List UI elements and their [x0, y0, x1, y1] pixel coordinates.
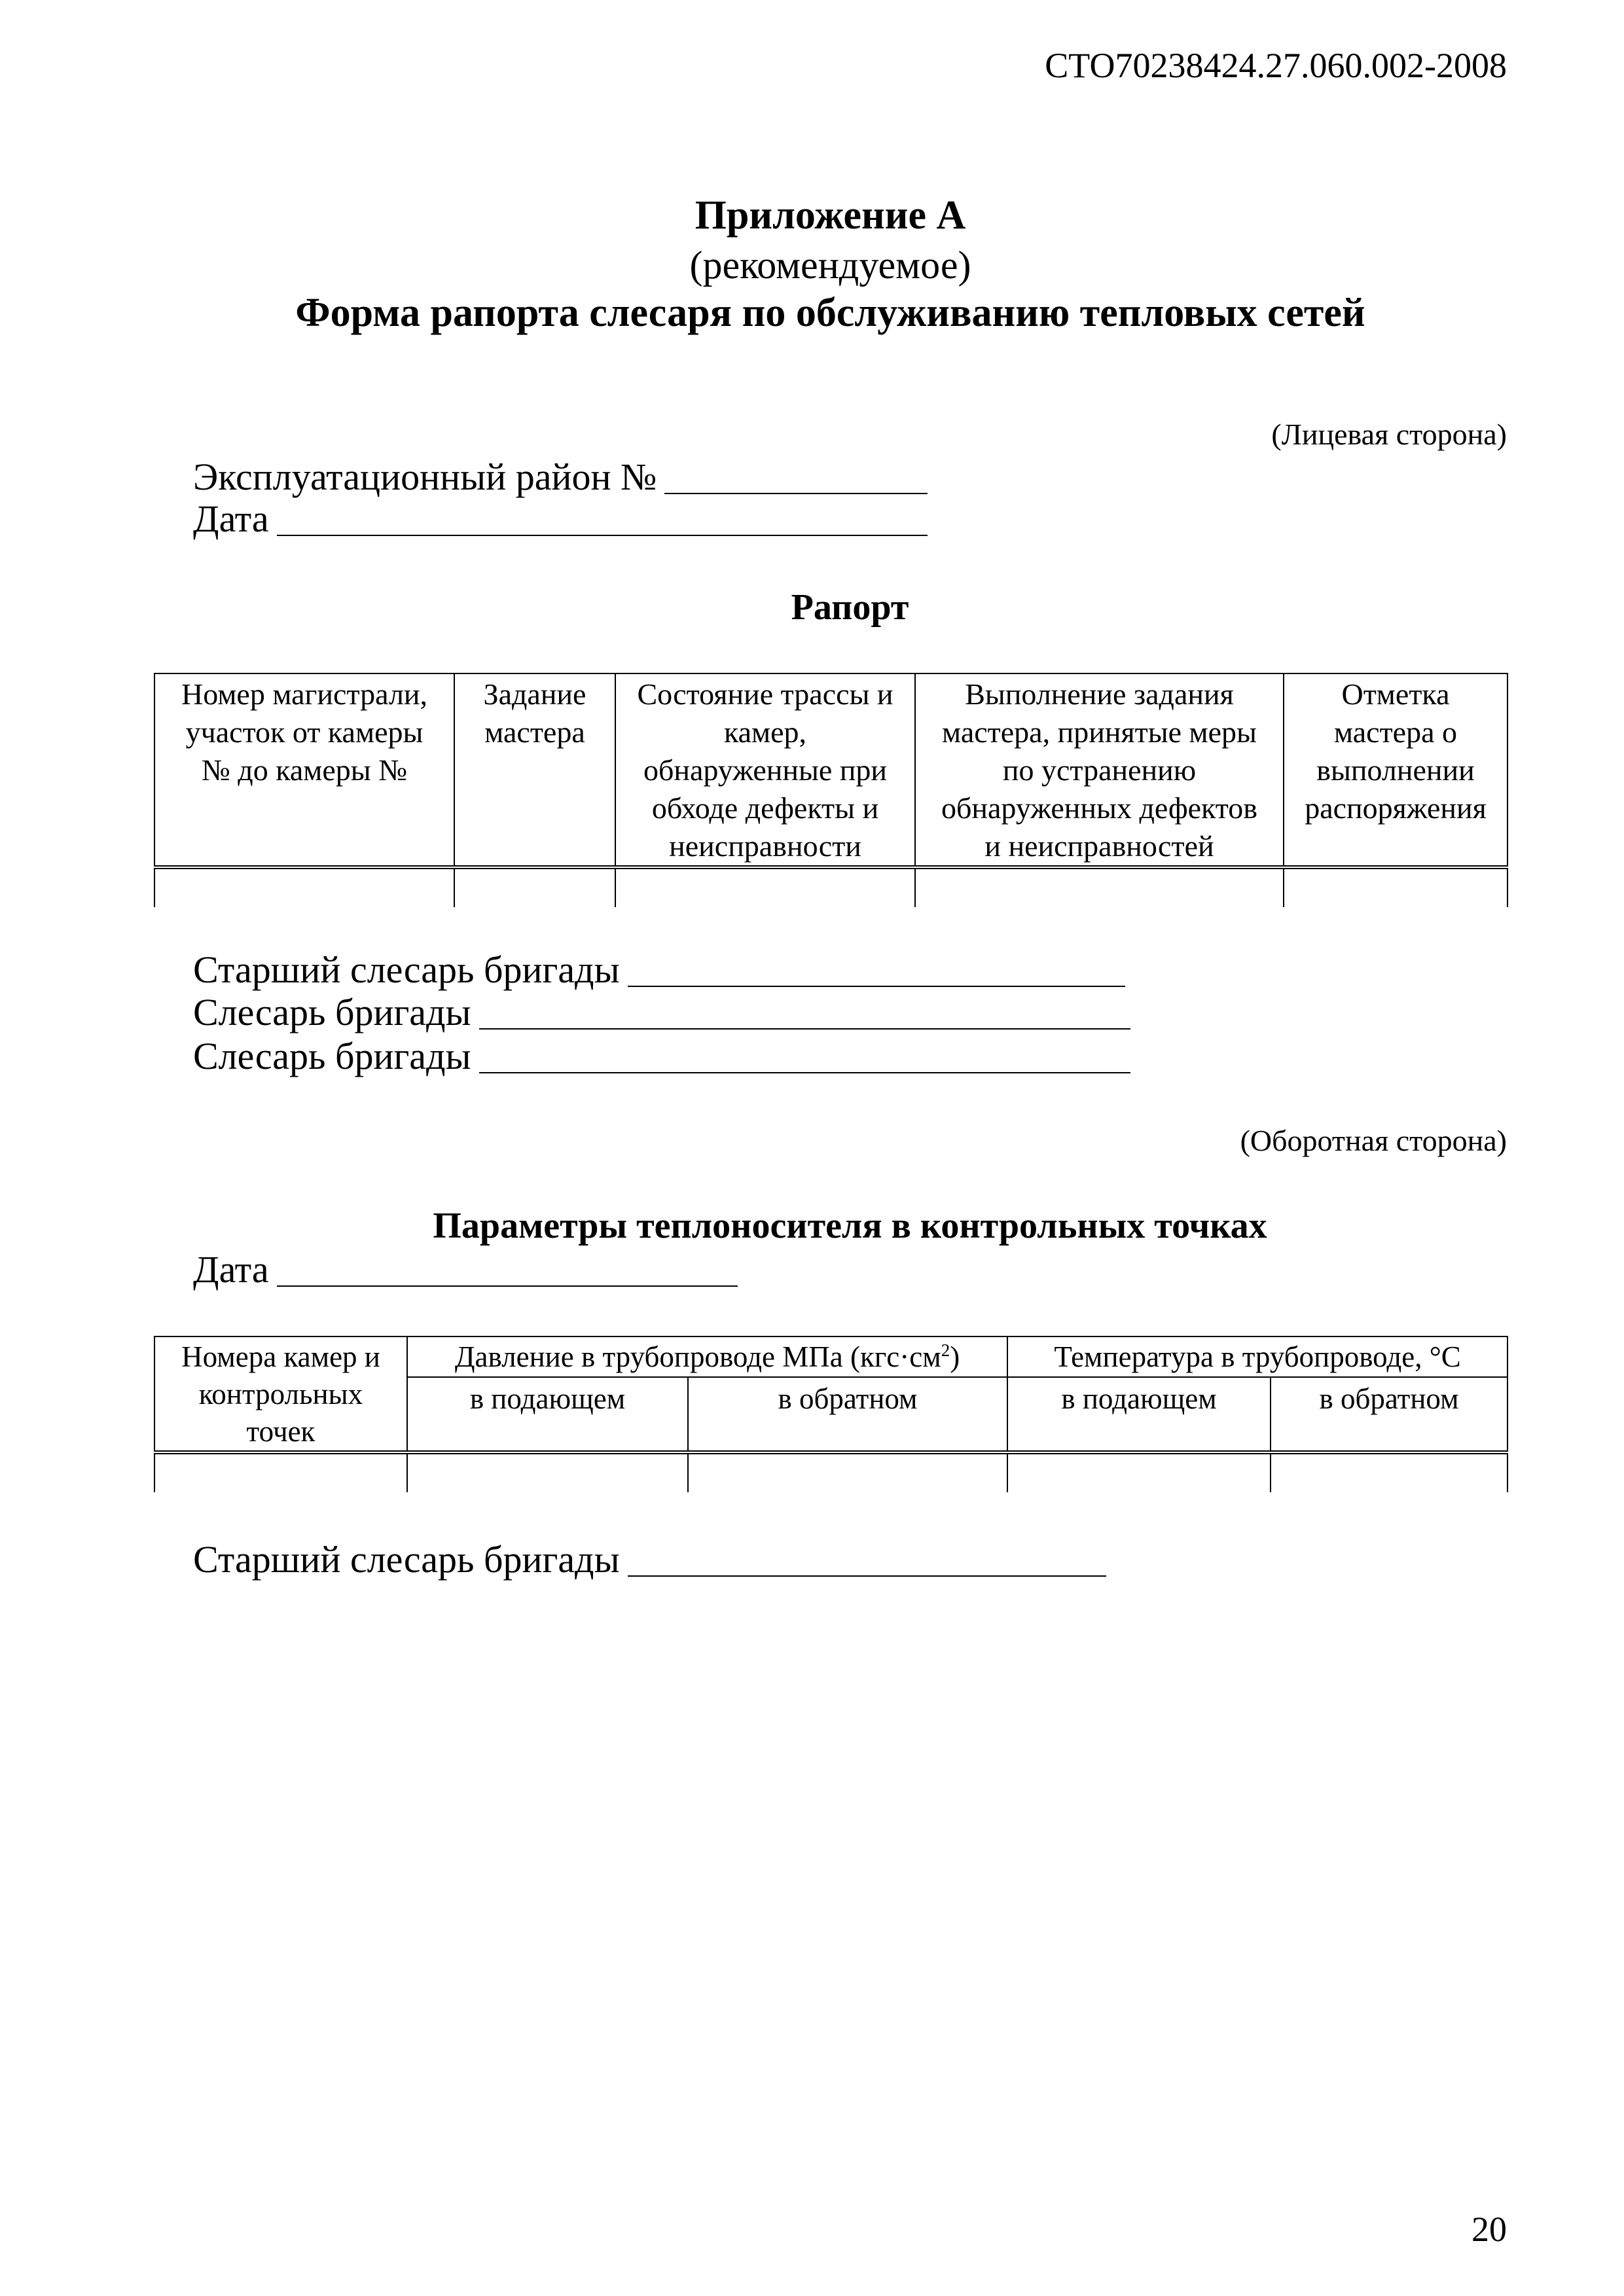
params-cell: [688, 1452, 1007, 1492]
pressure-header-text: Давление в трубопроводе МПа (кгс·см: [454, 1340, 941, 1373]
report-col-route-state: Состояние трассы и камер, обнаруженные при обходе дефекты и неисправности: [615, 673, 915, 867]
district-blank-line: [664, 492, 928, 494]
report-cell: [915, 867, 1284, 907]
params-cell: [407, 1452, 688, 1492]
appendix-title: Приложение А: [695, 193, 966, 238]
fitter-label: Слесарь бригады: [193, 991, 471, 1033]
params-cell: [154, 1452, 407, 1492]
report-table-header-row: [154, 673, 1507, 867]
params-table: [154, 1336, 1508, 1492]
document-code: СТО70238424.27.060.002-2008: [1045, 46, 1507, 85]
fitter-blank-line: [479, 1027, 1130, 1030]
fitter-signature-2: [193, 1035, 1130, 1078]
report-cell: [454, 867, 615, 907]
report-table: [154, 673, 1508, 907]
pressure-supply-header: в подающем: [407, 1377, 688, 1452]
report-date-field: [193, 497, 928, 541]
params-title: Параметры теплоносителя в контрольных точках: [433, 1206, 1267, 1246]
params-date-label: Дата: [193, 1248, 269, 1291]
pressure-header-close: ): [950, 1340, 960, 1373]
report-cell: [615, 867, 915, 907]
report-col-section: Номер магистрали, участок от камеры № до камеры №: [154, 673, 454, 867]
params-date-blank-line: [277, 1284, 738, 1287]
params-cell: [1007, 1452, 1271, 1492]
pressure-return-header: в обратном: [688, 1377, 1007, 1452]
report-cell: [154, 867, 454, 907]
appendix-status: (рекомендуемое): [689, 243, 971, 287]
params-cell: [1271, 1452, 1507, 1492]
fitter-label: Слесарь бригады: [193, 1035, 471, 1077]
district-label: Эксплуатационный район №: [193, 456, 657, 498]
page-number: 20: [1471, 2210, 1507, 2249]
senior-fitter-label: Старший слесарь бригады: [193, 948, 620, 991]
report-date-label: Дата: [193, 497, 269, 540]
report-col-master-mark: Отметка мастера о выполнении распоряжения: [1284, 673, 1507, 867]
params-table-header-row: [154, 1336, 1507, 1377]
params-col-pressure: [407, 1336, 1007, 1377]
params-date-field: [193, 1248, 738, 1291]
front-side-label: (Лицевая сторона): [1271, 418, 1507, 451]
back-senior-fitter-signature: [193, 1538, 1106, 1581]
district-field: [193, 456, 928, 499]
report-title: Рапорт: [791, 587, 909, 628]
temperature-return-header: в обратном: [1271, 1377, 1507, 1452]
report-date-blank-line: [277, 533, 928, 536]
temperature-supply-header: в подающем: [1007, 1377, 1271, 1452]
params-col-chambers: Номера камер и контрольных точек: [154, 1336, 407, 1452]
params-col-temperature: Температура в трубопроводе, °С: [1007, 1336, 1507, 1377]
back-senior-fitter-blank-line: [628, 1574, 1106, 1577]
report-col-master-task: Задание мастера: [454, 673, 615, 867]
form-title: Форма рапорта слесаря по обслуживанию тепловых сетей: [295, 291, 1365, 335]
report-table-empty-row: [154, 867, 1507, 907]
senior-fitter-blank-line: [628, 984, 1125, 987]
report-col-task-execution: Выполнение задания мастера, принятые меры по устранению обнаруженных дефектов и неисправностей: [915, 673, 1284, 867]
fitter-blank-line: [479, 1071, 1130, 1073]
report-cell: [1284, 867, 1507, 907]
back-senior-fitter-label: Старший слесарь бригады: [193, 1538, 620, 1581]
fitter-signature-1: [193, 991, 1130, 1034]
back-side-label: (Оборотная сторона): [1240, 1124, 1507, 1157]
pressure-header-superscript: 2: [941, 1340, 950, 1360]
senior-fitter-signature: [193, 948, 1125, 992]
params-table-empty-row: [154, 1452, 1507, 1492]
